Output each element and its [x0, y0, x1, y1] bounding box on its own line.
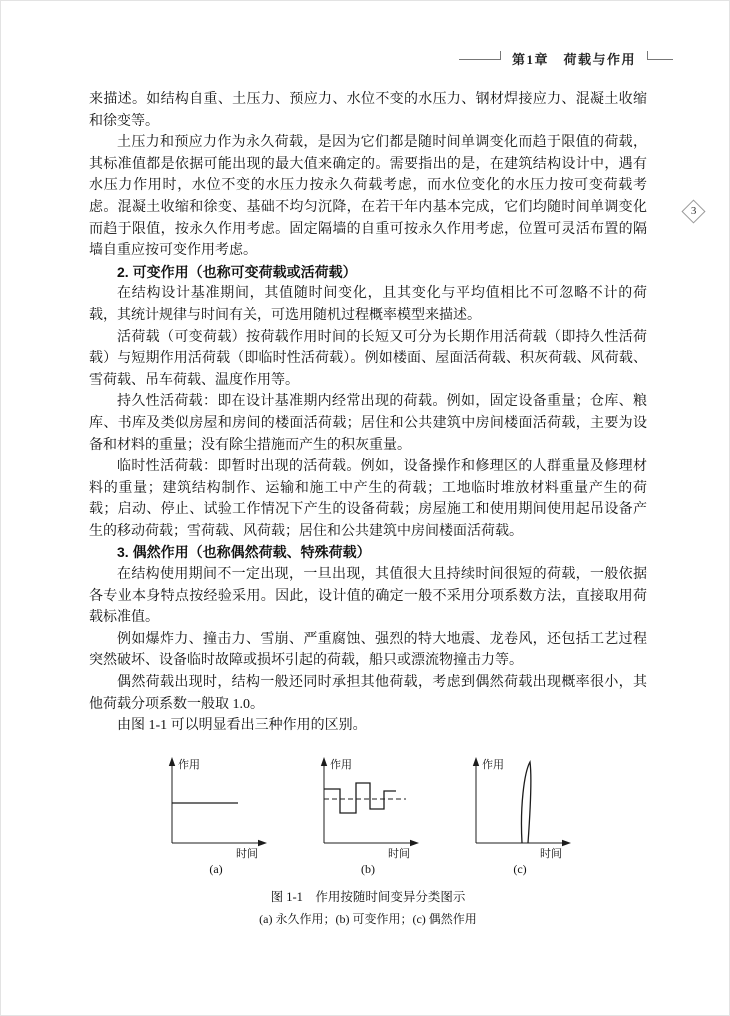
chapter-title: 第1章 荷载与作用: [511, 52, 636, 67]
subplot-label: (a): [209, 861, 223, 876]
y-axis-arrow-icon: [169, 757, 175, 766]
paragraph: 偶然荷载出现时，结构一般还同时承担其他荷载，考虑到偶然荷载出现概率很小，其他荷载分项系数一般取 1.0。: [89, 675, 647, 712]
page-number-diamond: [681, 199, 705, 223]
accidental-action-plot: [460, 749, 580, 861]
x-axis-label: 时间: [540, 847, 562, 860]
section-heading-variable-action: 2. 可变作用（也称可变荷载或活荷载）: [117, 263, 357, 280]
subplot-label: (b): [361, 861, 375, 876]
x-axis-label: 时间: [388, 847, 410, 860]
y-axis-arrow-icon: [321, 757, 327, 766]
section-heading-accidental-action: 3. 偶然作用（也称偶然荷载、特殊荷载）: [117, 544, 371, 561]
figure-caption-sub: (a) 永久作用；(b) 可变作用；(c) 偶然作用: [259, 911, 477, 926]
paragraph: 活荷载（可变荷载）按荷载作用时间的长短又可分为长期作用活荷载（即持久性活荷载）与短期作用活荷载（即临时性活荷载）。例如楼面、屋面活荷载、积灰荷载、风荷载、雪荷载、吊车荷载、温度作用等。: [89, 329, 647, 388]
subplot-permanent-action: [156, 749, 276, 877]
subplot-label: (c): [513, 861, 527, 876]
paragraph: 临时性活荷载：即暂时出现的活荷载。例如，设备操作和修理区的人群重量及修理材料的重量；建筑结构制作、运输和施工中产生的荷载；工地临时堆放材料重量产生的荷载；启动、停止、试验工作情况下产生的设备荷载；房屋施工和使用期间使用起吊设备产生的移动荷载；雪荷载、风荷载；居住和公共建筑中房间楼面活荷载。: [89, 459, 647, 539]
paragraph: 在结构使用期间不一定出现，一旦出现，其值很大且持续时间很短的荷载，一般依据各专业本身特点按经验采用。因此，设计值的确定一般不采用分项系数方法，直接取用荷载标准值。: [89, 567, 647, 626]
x-axis-arrow-icon: [258, 840, 267, 846]
paragraph: 土压力和预应力作为永久荷载，是因为它们都是随时间单调变化而趋于限值的荷载，其标准值都是依据可能出现的最大值来确定的。需要指出的是，在建筑结构设计中，遇有水压力作用时，水位不变的水压力按永久荷载考虑，而水位变化的水压力按可变荷载考虑。混凝土收缩和徐变、基础不均匀沉降，在若干年内基本完成，它们均随时间单调变化而趋于限值，按永久作用考虑。固定隔墙的自重可按永久作用考虑，位置可灵活布置的隔墙自重应按可变作用考虑。: [89, 135, 647, 259]
variable-load-step-curve: [324, 783, 396, 813]
subplot-variable-action: [308, 749, 428, 877]
figure-caption: [89, 887, 647, 927]
paragraph: 在结构设计基准期间，其值随时间变化，且其变化与平均值相比不可忽略不计的荷载，其统计规律与时间有关，可选用随机过程概率模型来描述。: [89, 286, 647, 323]
paragraph: 持久性活荷载：即在设计基准期内经常出现的荷载。例如，固定设备重量；仓库、粮库、书库及类似房屋和房间的楼面活荷载；居住和公共建筑中房间楼面活荷载，主要为设备和材料的重量；没有除尘措施而产生的积灰重量。: [89, 394, 647, 453]
y-axis-label: 作用: [330, 758, 352, 771]
header-rule-right-decoration: [647, 51, 673, 60]
variable-action-plot: [308, 749, 428, 861]
figure-caption-title: 图 1-1 作用按随时间变异分类图示: [270, 889, 466, 904]
figure-1-1: [89, 749, 647, 927]
page-number: 3: [690, 205, 697, 217]
paragraph: 例如爆炸力、撞击力、雪崩、严重腐蚀、强烈的特大地震、龙卷风，还包括工艺过程突然破坏、设备临时故障或损坏引起的荷载，船只或漂流物撞击力等。: [89, 631, 647, 669]
x-axis-arrow-icon: [410, 840, 419, 846]
y-axis-label: 作用: [482, 758, 504, 771]
accidental-load-spike-curve: [521, 762, 530, 843]
page-header: [459, 49, 673, 68]
y-axis-arrow-icon: [473, 757, 479, 766]
permanent-action-plot: [156, 749, 276, 861]
y-axis-label: 作用: [178, 758, 200, 771]
figure-charts-row: [89, 749, 647, 877]
x-axis-arrow-icon: [562, 840, 571, 846]
x-axis-label: 时间: [236, 847, 258, 860]
subplot-accidental-action: [460, 749, 580, 877]
header-rule-left-decoration: [459, 51, 501, 60]
paragraph: 由图 1-1 可以明显看出三种作用的区别。: [117, 718, 367, 734]
body-text: [89, 89, 647, 927]
paragraph-continuation: 来描述。如结构自重、土压力、预应力、水位不变的水压力、钢材焊接应力、混凝土收缩和徐变等。: [89, 92, 647, 129]
